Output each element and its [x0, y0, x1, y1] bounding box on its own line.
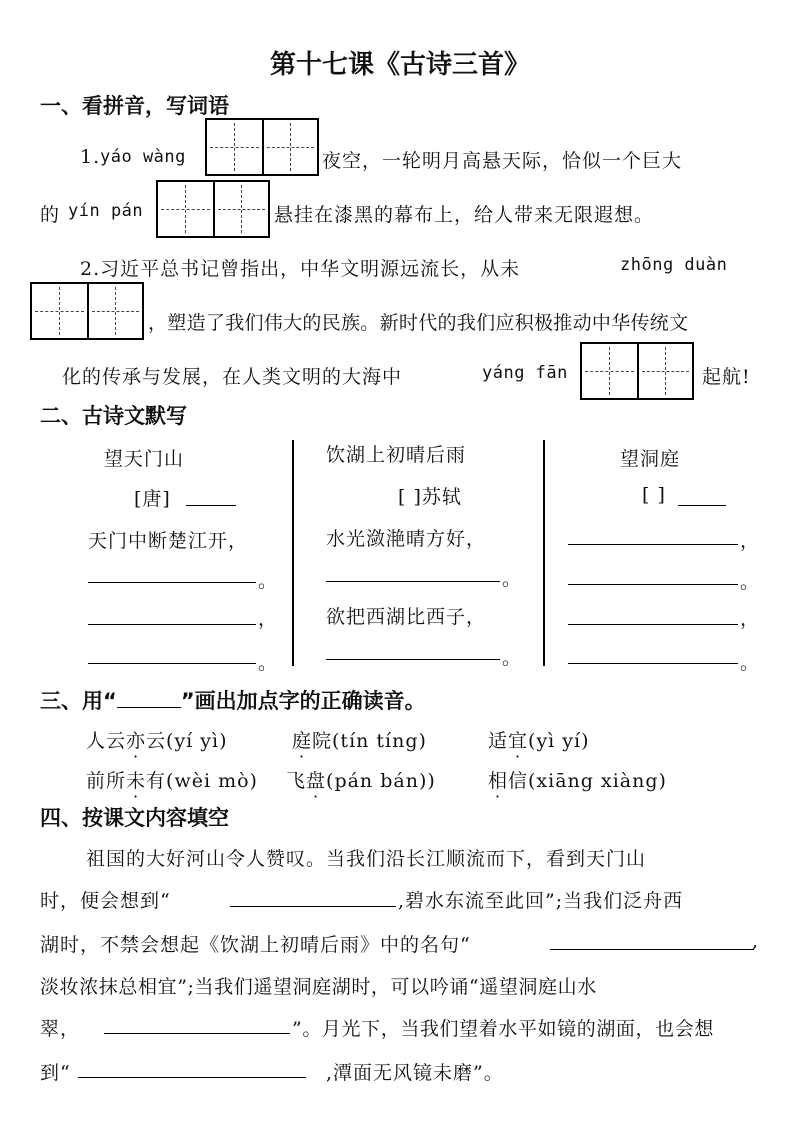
q2-text: 2.习近平总书记曾指出，中华文明源远流长，从未	[80, 258, 521, 280]
reading-item[interactable]: 庭院(tín tíng)	[292, 730, 427, 752]
punct: 。	[502, 568, 523, 590]
poem3-blank-line4[interactable]	[568, 663, 738, 664]
q2-text-2: ，塑造了我们伟大的民族。新时代的我们应积极推动中华传统文	[148, 312, 689, 334]
s4-line5a: 翠，	[40, 1018, 81, 1040]
punct: ，	[740, 608, 761, 630]
punct: 。	[258, 652, 279, 674]
poem3-blank-line2[interactable]	[568, 584, 738, 585]
poem3-title: 望洞庭	[620, 448, 681, 470]
punct: 。	[740, 571, 761, 593]
s4-blank-3[interactable]	[104, 1033, 290, 1034]
s4-line6b: ,潭面无风镜未磨”。	[326, 1062, 504, 1084]
pinyin-yinpan: yín pán	[68, 201, 144, 221]
reading-item[interactable]: 飞盘(pán bán))	[286, 770, 436, 792]
section-2-heading: 二、古诗文默写	[40, 404, 187, 428]
poem1-blank-line2[interactable]	[88, 582, 256, 583]
q1-text-3: 悬挂在漆黑的幕布上，给人带来无限遐想。	[274, 204, 655, 226]
section-3-heading-b: ”画出加点字的正确读音。	[180, 689, 426, 713]
pinyin-yangfan: yáng fān	[482, 363, 568, 383]
column-divider	[543, 440, 545, 666]
section-3-heading	[40, 685, 426, 715]
q1-text: 夜空，一轮明月高悬天际，恰似一个巨大	[322, 150, 683, 172]
poem1-blank-line4[interactable]	[88, 663, 256, 664]
pinyin-zhongduan: zhōng duàn	[620, 255, 728, 275]
underline-sample	[117, 707, 181, 708]
s4-blank-4[interactable]	[78, 1077, 306, 1078]
punct: 。	[502, 647, 523, 669]
punct: 。	[258, 570, 279, 592]
answer-grid-zhongduan[interactable]	[30, 282, 144, 340]
page-title: 第十七课《古诗三首》	[269, 50, 530, 80]
section-4-heading: 四、按课文内容填空	[40, 806, 229, 830]
poem3-blank-line3[interactable]	[568, 624, 738, 625]
s4-line1: 祖国的大好河山令人赞叹。当我们沿长江顺流而下，看到天门山	[86, 848, 647, 870]
punct: ，	[258, 608, 279, 630]
s4-blank-1[interactable]	[230, 906, 396, 907]
poem1-blank-line3[interactable]	[88, 624, 256, 625]
s4-line2b: ,碧水东流至此回”;当我们泛舟西	[398, 890, 684, 912]
poem1-title: 望天门山	[104, 448, 185, 470]
poem2-blank-line2[interactable]	[326, 581, 500, 582]
reading-item[interactable]: 相信(xiāng xiàng)	[488, 770, 667, 792]
poem1-dynasty: [唐]	[134, 488, 171, 510]
reading-item[interactable]: 前所未有(wèi mò)	[86, 770, 258, 792]
s4-line6a: 到“	[40, 1062, 71, 1084]
poem2-blank-line4[interactable]	[326, 659, 500, 660]
poem2-line3: 欲把西湖比西子，	[326, 606, 487, 628]
poem2-title: 饮湖上初晴后雨	[326, 444, 467, 466]
section-1-heading: 一、看拼音，写词语	[40, 94, 229, 118]
q2-text-3: 化的传承与发展，在人类文明的大海中	[62, 366, 403, 388]
q1-text-2: 的	[40, 204, 61, 226]
reading-item[interactable]: 适宜(yì yí)	[488, 730, 590, 752]
poem1-author-blank[interactable]	[186, 505, 236, 506]
s4-blank-2[interactable]	[550, 949, 754, 950]
s4-line5b: ”。月光下，当我们望着水平如镜的湖面，也会想	[292, 1018, 714, 1040]
pinyin-yaowang: yáo wàng	[100, 147, 186, 167]
poem3-author-blank[interactable]	[678, 505, 726, 506]
s4-line4: 淡妆浓抹总相宜”;当我们遥望洞庭湖时，可以吟诵“遥望洞庭山水	[40, 976, 597, 998]
s4-line2a: 时，便会想到“	[40, 890, 171, 912]
punct: 。	[740, 652, 761, 674]
poem1-line1: 天门中断楚江开，	[88, 530, 249, 552]
poem3-dynasty: [ ]	[642, 484, 666, 506]
section-3-heading-a: 三、用“	[40, 689, 117, 713]
poem3-blank-line1[interactable]	[568, 544, 738, 545]
s4-line3a: 湖时，不禁会想起《饮湖上初晴后雨》中的名句“	[40, 934, 471, 956]
poem2-author: [ ]苏轼	[398, 486, 462, 508]
answer-grid-yaowang[interactable]	[205, 118, 319, 176]
poem2-line1: 水光潋滟晴方好，	[326, 528, 487, 550]
answer-grid-yinpan[interactable]	[156, 180, 270, 238]
column-divider	[292, 440, 294, 666]
punct: ，	[740, 530, 761, 552]
s4-line3b: ,	[752, 930, 760, 952]
q2-text-4: 起航!	[702, 366, 751, 388]
reading-item[interactable]: 人云亦云(yí yì)	[86, 730, 228, 752]
answer-grid-yangfan[interactable]	[580, 342, 694, 400]
q1-number: 1.	[80, 146, 101, 168]
